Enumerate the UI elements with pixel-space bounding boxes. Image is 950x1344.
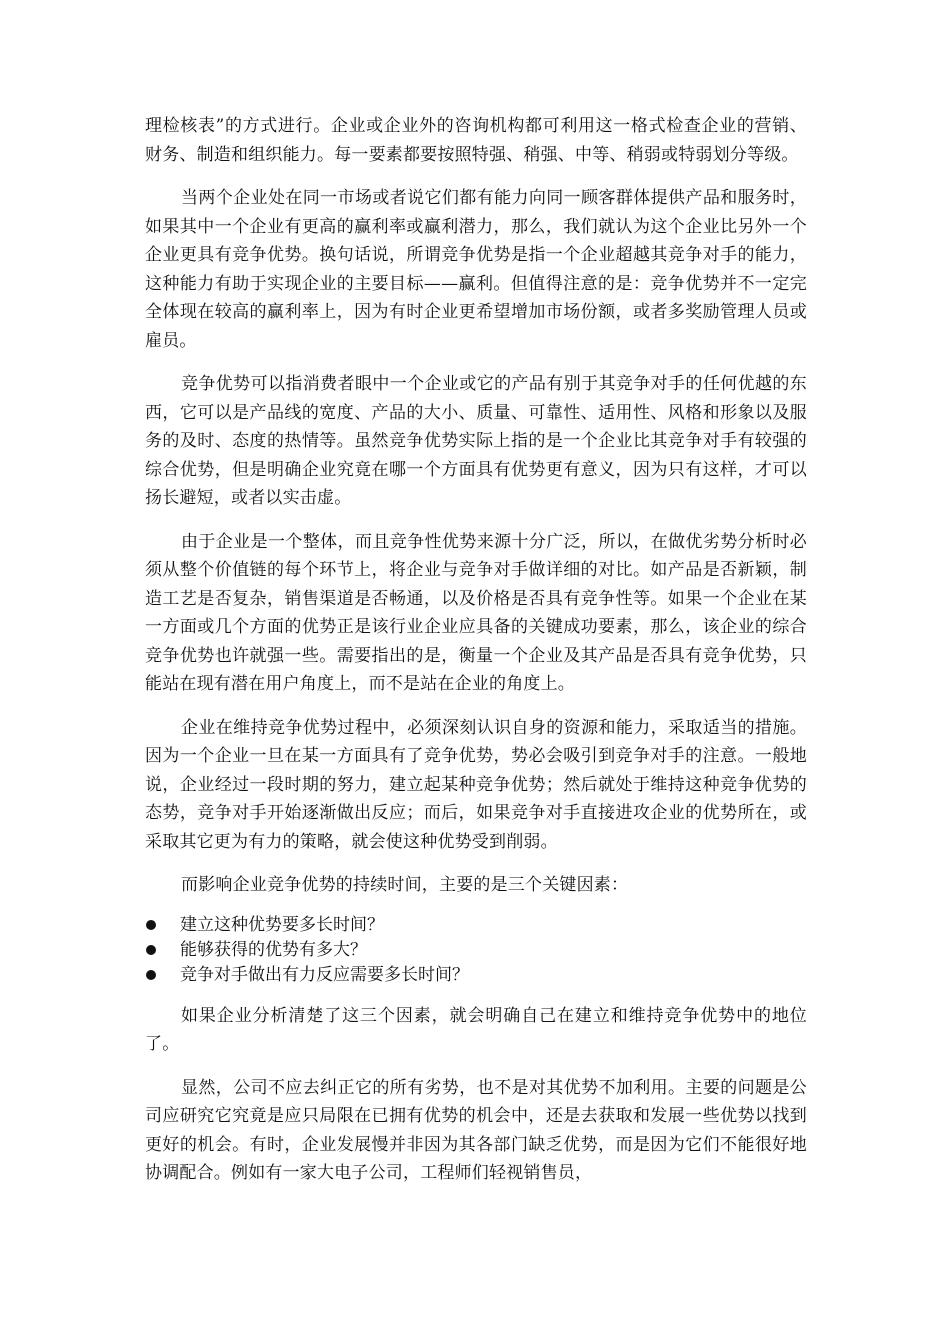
paragraph-consumer-view: 竞争优势可以指消费者眼中一个企业或它的产品有别于其竞争对手的任何优越的东西，它可以是产品线的宽度、产品的大小、质量、可靠性、适用性、风格和形象以及服务的及时、态度的热情等。虽然竞争优势实际上指的是一个企业比其竞争对手有较强的综合优势，但是明确企业究竟在哪一个方面具有优势更有意义，因为只有这样，才可以扬长避短，或者以实击虚。 (145, 374, 807, 508)
paragraph-competitive-advantage-definition: 当两个企业处在同一市场或者说它们都有能力向同一顾客群体提供产品和服务时，如果其中一个企业有更高的赢利率或赢利潜力，那么，我们就认为这个企业比另外一个企业更具有竞争优势。换句话说，所谓竞争优势是指一个企业超越其竞争对手的能力，这种能力有助于实现企业的主要目标——赢利。但值得注意的是：竞争优势并不一定完全体现在较高的赢利率上，因为有时企业更希望增加市场份额，或者多奖励管理人员或雇员。 (145, 188, 807, 351)
paragraph-checklist: 理检核表”的方式进行。企业或企业外的咨询机构都可利用这一格式检查企业的营销、财务、制造和组织能力。每一要素都要按照特强、稍强、中等、稍弱或特弱划分等级。 (145, 116, 807, 165)
list-item (145, 963, 807, 988)
list-item-text: 竞争对手做出有力反应需要多长时间？ (180, 964, 469, 985)
key-factors-list (145, 913, 807, 988)
list-item (145, 938, 807, 963)
paragraph-maintaining-advantage: 企业在维持竞争优势过程中，必须深刻认识自身的资源和能力，采取适当的措施。因为一个企业一旦在某一方面具有了竞争优势，势必会吸引到竞争对手的注意。一般地说，企业经过一段时期的努力，建立起某种竞争优势；然后就处于维持这种竞争优势的态势，竞争对手开始逐渐做出反应；而后，如果竞争对手直接进攻企业的优势所在，或采取其它更为有力的策略，就会使这种优势受到削弱。 (145, 717, 807, 852)
list-item-text: 能够获得的优势有多大？ (180, 939, 367, 960)
list-item-text: 建立这种优势要多长时间？ (180, 914, 384, 935)
bullet-icon (146, 920, 156, 930)
paragraph-value-chain: 由于企业是一个整体，而且竞争性优势来源十分广泛，所以，在做优劣势分析时必须从整个价值链的每个环节上，将企业与竞争对手做详细的对比。如产品是否新颖，制造工艺是否复杂，销售渠道是否畅通，以及价格是否具有竞争性等。如果一个企业在某一方面或几个方面的优势正是该行业企业应具备的关键成功要素，那么，该企业的综合竞争优势也许就强一些。需要指出的是，衡量一个企业及其产品是否具有竞争优势，只能站在现有潜在用户角度上，而不是站在企业的角度上。 (145, 531, 807, 694)
document-page (145, 112, 807, 1203)
list-item (145, 913, 807, 938)
bullet-icon (146, 970, 156, 980)
paragraph-weaknesses: 显然，公司不应去纠正它的所有劣势，也不是对其优势不加利用。主要的问题是公司应研究它究竟是应只局限在已拥有优势的机会中，还是去获取和发展一些优势以找到更好的机会。有时，企业发展慢并非因为其各部门缺乏优势，而是因为它们不能很好地协调配合。例如有一家大电子公司，工程师们轻视销售员， (145, 1077, 807, 1183)
paragraph-key-factors-intro: 而影响企业竞争优势的持续时间，主要的是三个关键因素： (181, 875, 629, 895)
paragraph-conclusion: 如果企业分析清楚了这三个因素，就会明确自己在建立和维持竞争优势中的地位了。 (145, 1005, 807, 1054)
bullet-icon (146, 945, 156, 955)
